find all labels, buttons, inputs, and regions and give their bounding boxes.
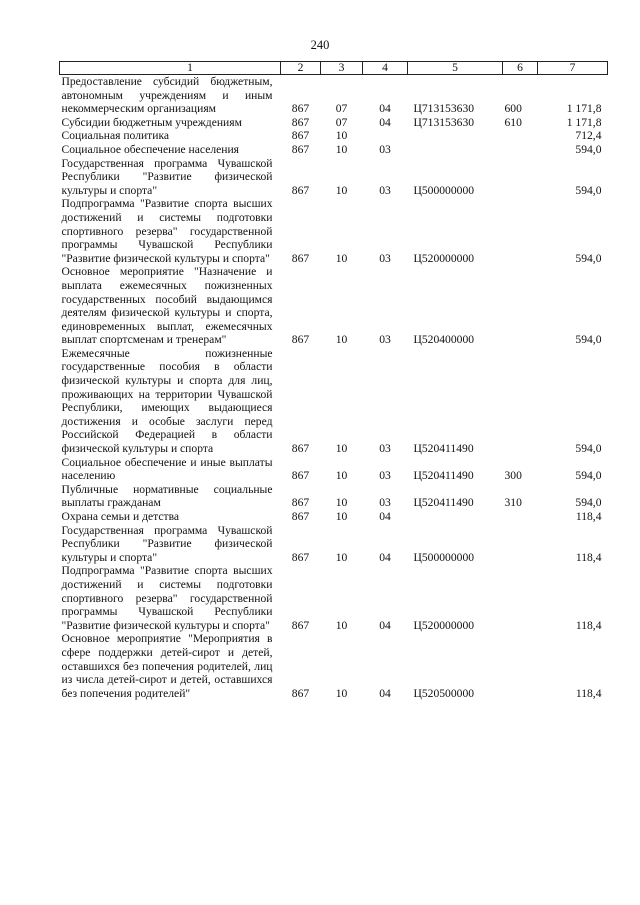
row-label: Социальное обеспечение и иные выплаты населению xyxy=(61,455,273,483)
section-code: 10 xyxy=(335,442,348,456)
table-row xyxy=(60,143,608,157)
table-body xyxy=(60,75,608,701)
admin-code: 867 xyxy=(291,251,310,265)
expense-type-code xyxy=(503,265,538,347)
table-row xyxy=(60,524,608,565)
row-label: Государственная программа Чувашской Республики "Развитие физической культуры и спорта" xyxy=(61,156,273,197)
target-article-code: Ц500000000 xyxy=(413,183,475,197)
table-row xyxy=(60,197,608,265)
section-code: 10 xyxy=(335,129,348,143)
amount: 118,4 xyxy=(575,686,602,700)
column-number-row xyxy=(60,62,608,75)
amount: 594,0 xyxy=(575,183,602,197)
expense-type-code xyxy=(503,157,538,198)
target-article-code: Ц520400000 xyxy=(413,333,475,347)
expense-type-code: 310 xyxy=(504,496,522,510)
section-code: 10 xyxy=(335,618,348,632)
table-row xyxy=(60,265,608,347)
column-header-1: 1 xyxy=(60,62,281,75)
column-header-5: 5 xyxy=(408,62,503,75)
amount: 594,0 xyxy=(575,142,602,156)
subsection-code: 03 xyxy=(379,333,391,347)
column-header-4: 4 xyxy=(363,62,408,75)
amount: 594,0 xyxy=(575,251,602,265)
expense-type-code xyxy=(503,524,538,565)
table-row xyxy=(60,347,608,456)
target-article-code: Ц520000000 xyxy=(413,251,475,265)
amount: 712,4 xyxy=(575,129,602,143)
expense-type-code xyxy=(503,347,538,456)
admin-code: 867 xyxy=(291,550,310,564)
table-row xyxy=(60,116,608,130)
subsection-code: 03 xyxy=(379,442,391,456)
subsection-code: 03 xyxy=(379,469,391,483)
subsection-code: 03 xyxy=(379,142,391,156)
expense-type-code xyxy=(503,564,538,632)
section-code: 07 xyxy=(335,102,348,116)
row-label: Ежемесячные пожизненные государственные пособия в области физической культуры и спорта для лиц, проживающих на территории Чувашской Республики, имеющих выдающиеся достижения и особые заслуги перед Российской Федерацией в области физической культуры и спорта xyxy=(61,346,273,456)
admin-code: 867 xyxy=(291,129,310,143)
target-article-code xyxy=(408,510,503,524)
admin-code: 867 xyxy=(291,102,310,116)
row-label: Предоставление субсидий бюджетным, автономным учреждениям и иным некоммерческим организациям xyxy=(61,75,273,116)
admin-code: 867 xyxy=(291,618,310,632)
admin-code: 867 xyxy=(291,115,310,129)
amount: 1 171,8 xyxy=(566,102,602,116)
subsection-code: 03 xyxy=(379,496,391,510)
row-label: Публичные нормативные социальные выплаты гражданам xyxy=(61,482,273,510)
table-row xyxy=(60,157,608,198)
row-label: Государственная программа Чувашской Республики "Развитие физической культуры и спорта" xyxy=(61,523,273,564)
column-header-2: 2 xyxy=(281,62,321,75)
target-article-code xyxy=(408,129,503,143)
admin-code: 867 xyxy=(291,442,310,456)
table-row xyxy=(60,632,608,700)
target-article-code: Ц520411490 xyxy=(413,496,474,510)
table-row xyxy=(60,75,608,116)
amount: 594,0 xyxy=(575,442,602,456)
subsection-code: 04 xyxy=(379,686,391,700)
expense-type-code: 300 xyxy=(504,469,522,483)
amount: 594,0 xyxy=(575,333,602,347)
expense-type-code xyxy=(503,632,538,700)
expense-type-code: 610 xyxy=(504,115,522,129)
admin-code: 867 xyxy=(291,183,310,197)
amount: 118,4 xyxy=(575,618,602,632)
budget-table xyxy=(59,61,608,700)
row-label: Социальная политика xyxy=(61,129,170,143)
amount: 594,0 xyxy=(575,496,602,510)
target-article-code xyxy=(408,143,503,157)
target-article-code: Ц500000000 xyxy=(413,550,475,564)
amount: 118,4 xyxy=(575,510,602,523)
admin-code: 867 xyxy=(291,496,310,510)
expense-type-code xyxy=(503,197,538,265)
amount: 594,0 xyxy=(575,469,602,483)
row-label: Субсидии бюджетным учреждениям xyxy=(61,115,242,129)
row-label: Основное мероприятие "Назначение и выплата ежемесячных пожизненных государственных пособий выдающимся деятелям физической культуры и спорта, единовременных выплат, ежемесячных выплат спортсменам и тренерам" xyxy=(61,265,273,347)
subsection-code xyxy=(363,129,408,143)
section-code: 10 xyxy=(335,496,348,510)
table-row xyxy=(60,456,608,483)
expense-type-code xyxy=(503,143,538,157)
expense-type-code xyxy=(503,510,538,524)
row-label: Охрана семьи и детства xyxy=(61,510,180,523)
column-header-6: 6 xyxy=(503,62,538,75)
expense-type-code xyxy=(503,129,538,143)
subsection-code: 04 xyxy=(379,102,391,116)
subsection-code: 04 xyxy=(379,510,391,523)
admin-code: 867 xyxy=(291,469,310,483)
page-number: 240 xyxy=(310,38,330,52)
column-header-3: 3 xyxy=(321,62,363,75)
target-article-code: Ц713153630 xyxy=(413,102,475,116)
table-row xyxy=(60,510,608,524)
row-label: Подпрограмма "Развитие спорта высших достижений и системы подготовки спортивного резерва" государственной программы Чувашской Республики "Развитие физической культуры и спорта" xyxy=(61,564,273,632)
section-code: 07 xyxy=(335,115,348,129)
target-article-code: Ц713153630 xyxy=(413,115,475,129)
section-code: 10 xyxy=(335,251,348,265)
target-article-code: Ц520000000 xyxy=(413,618,475,632)
table-row xyxy=(60,129,608,143)
amount: 118,4 xyxy=(575,550,602,564)
target-article-code: Ц520411490 xyxy=(413,469,474,483)
admin-code: 867 xyxy=(291,333,310,347)
subsection-code: 03 xyxy=(379,183,391,197)
amount: 1 171,8 xyxy=(566,115,602,129)
section-code: 10 xyxy=(335,686,348,700)
section-code: 10 xyxy=(335,183,348,197)
row-label: Подпрограмма "Развитие спорта высших достижений и системы подготовки спортивного резерва" государственной программы Чувашской Республики "Развитие физической культуры и спорта" xyxy=(61,197,273,265)
table-row xyxy=(60,483,608,510)
subsection-code: 04 xyxy=(379,115,391,129)
expense-type-code: 600 xyxy=(504,102,522,116)
table-row xyxy=(60,564,608,632)
subsection-code: 03 xyxy=(379,251,391,265)
target-article-code: Ц520500000 xyxy=(413,686,475,700)
row-label: Основное мероприятие "Мероприятия в сфере поддержки детей-сирот и детей, оставшихся без попечения родителей, лиц из числа детей-сирот и детей, оставшихся без попечения родителей" xyxy=(61,632,273,700)
admin-code: 867 xyxy=(291,142,310,156)
subsection-code: 04 xyxy=(379,618,391,632)
admin-code: 867 xyxy=(291,686,310,700)
target-article-code: Ц520411490 xyxy=(413,442,474,456)
section-code: 10 xyxy=(335,550,348,564)
column-header-7: 7 xyxy=(538,62,608,75)
subsection-code: 04 xyxy=(379,550,391,564)
section-code: 10 xyxy=(335,333,348,347)
row-label: Социальное обеспечение населения xyxy=(61,142,240,156)
section-code: 10 xyxy=(335,142,348,156)
admin-code: 867 xyxy=(291,510,310,523)
section-code: 10 xyxy=(335,510,348,523)
section-code: 10 xyxy=(335,469,348,483)
